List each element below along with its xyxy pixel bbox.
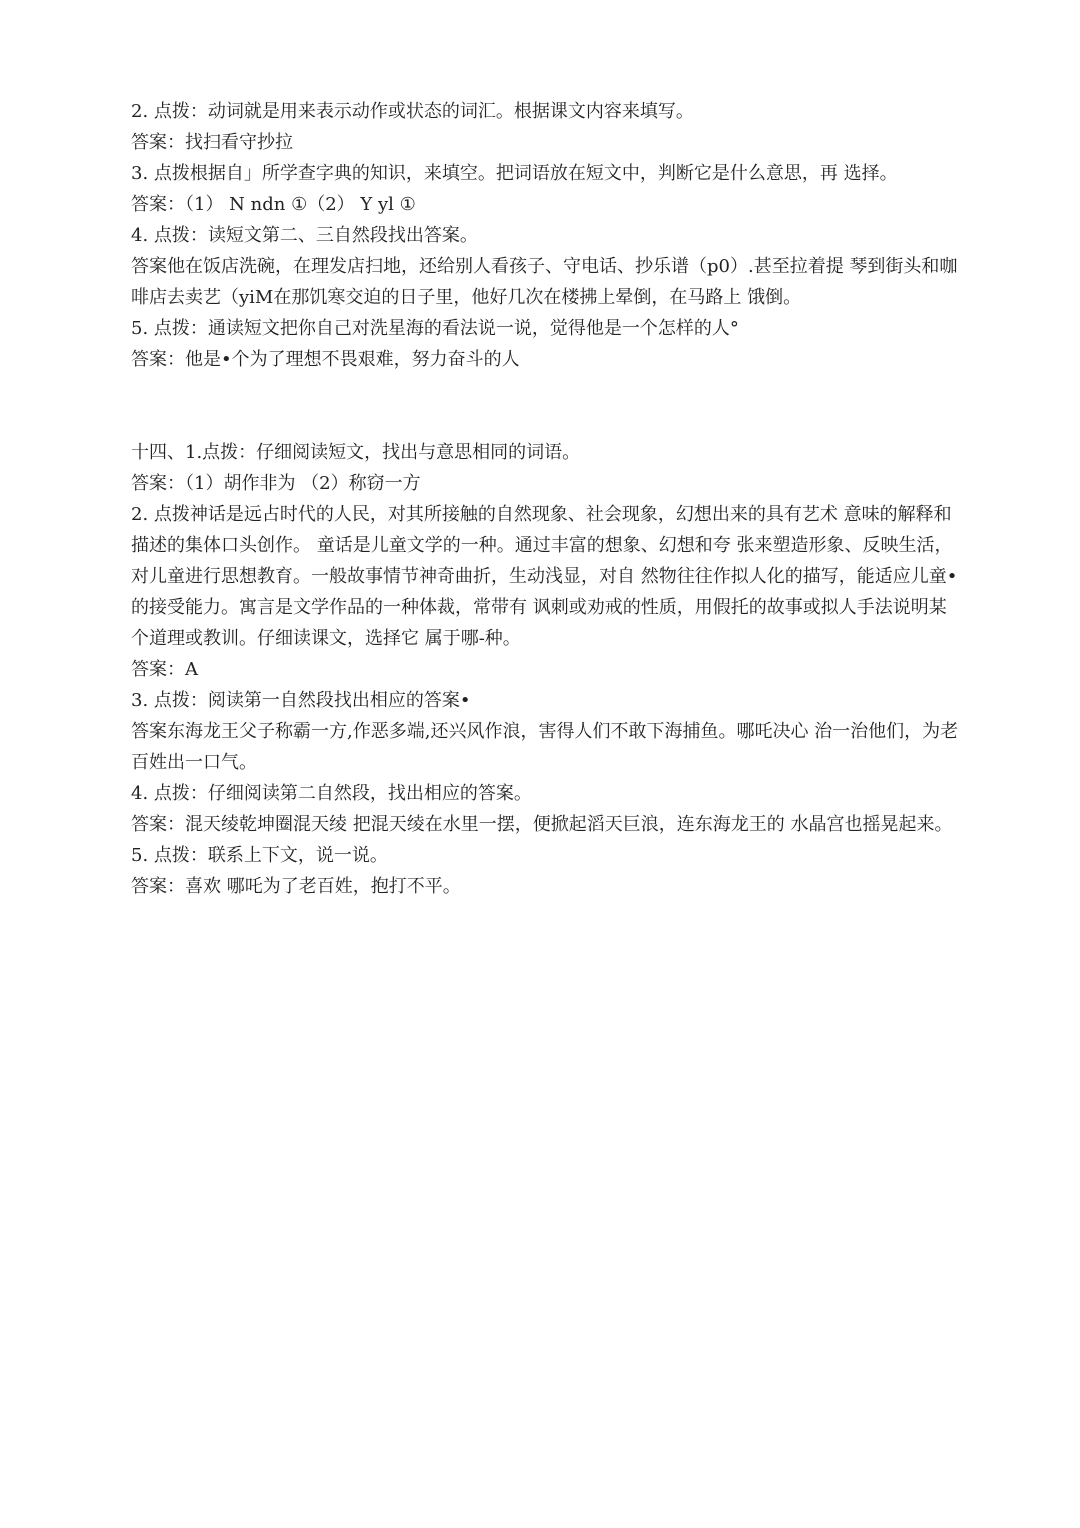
hint-line: 4. 点拨：读短文第二、三自然段找出答案。	[131, 225, 478, 246]
hint-line: 5. 点拨：联系上下文，说一说。	[131, 845, 388, 866]
answer-line: 答案：（1）胡作非为 （2）称窃一方	[131, 473, 421, 494]
answer-text-block	[131, 96, 961, 902]
hint-line: 3. 点拨根据自」所学查字典的知识，来填空。把词语放在短文中，判断它是什么意思，再 选择。	[131, 163, 898, 184]
section-answers-13	[131, 96, 961, 375]
answer-line: 答案：混天绫乾坤圈混天绫 把混天绫在水里一摆，便掀起滔天巨浪，连东海龙王的 水晶宫也摇晃起来。	[131, 814, 953, 835]
answer-line: 答案：他是•个为了理想不畏艰难，努力奋斗的人	[131, 349, 520, 370]
section-answers-14	[131, 437, 961, 902]
answer-line: 答案：喜欢 哪吒为了老百姓，抱打不平。	[131, 876, 461, 897]
answer-line: 答案：（1） N ndn ①（2） Y yl ①	[131, 194, 416, 215]
hint-line: 4. 点拨：仔细阅读第二自然段，找出相应的答案。	[131, 783, 532, 804]
answer-line: 答案他在饭店洗碗，在理发店扫地，还给别人看孩子、守电话、抄乐谱（p0）.甚至拉着提 琴到街头和咖啡店去卖艺（yiM在那饥寒交迫的日子里，他好几次在楼拂上晕倒，在马路上 饿倒。	[131, 256, 958, 308]
answer-line: 答案：找扫看守抄拉	[131, 132, 293, 153]
hint-line: 5. 点拨：通读短文把你自己对洗星海的看法说一说，觉得他是一个怎样的人°	[131, 318, 739, 339]
answer-line: 答案东海龙王父子称霸一方,作恶多端,还兴风作浪，害得人们不敢下海捕鱼。哪吒决心 治一治他们，为老百姓出一口气。	[131, 721, 959, 773]
section-spacer	[131, 375, 961, 437]
hint-line: 2. 点拨：动词就是用来表示动作或状态的词汇。根据课文内容来填写。	[131, 101, 694, 122]
hint-line: 2. 点拨神话是远占时代的人民，对其所接触的自然现象、社会现象，幻想出来的具有艺术 意味的解释和描述的集体口头创作。 童话是儿童文学的一种。通过丰富的想象、幻想和夸 张来塑造形象、反映生活，对儿童进行思想教育。一般故事情节神奇曲折，生动浅显，对自 然物往往作拟人化的描写，能适应儿童•的接受能力。寓言是文学作品的一种体裁，常带有 讽刺或劝戒的性质，用假托的故事或拟人手法说明某个道理或教训。仔细读课文，选择它 属于哪-种。	[131, 504, 958, 649]
hint-line: 3. 点拨：阅读第一自然段找出相应的答案•	[131, 690, 471, 711]
section-heading-hint: 十四、1.点拨：仔细阅读短文，找出与意思相同的词语。	[131, 442, 581, 463]
answer-line: 答案：A	[131, 659, 198, 680]
